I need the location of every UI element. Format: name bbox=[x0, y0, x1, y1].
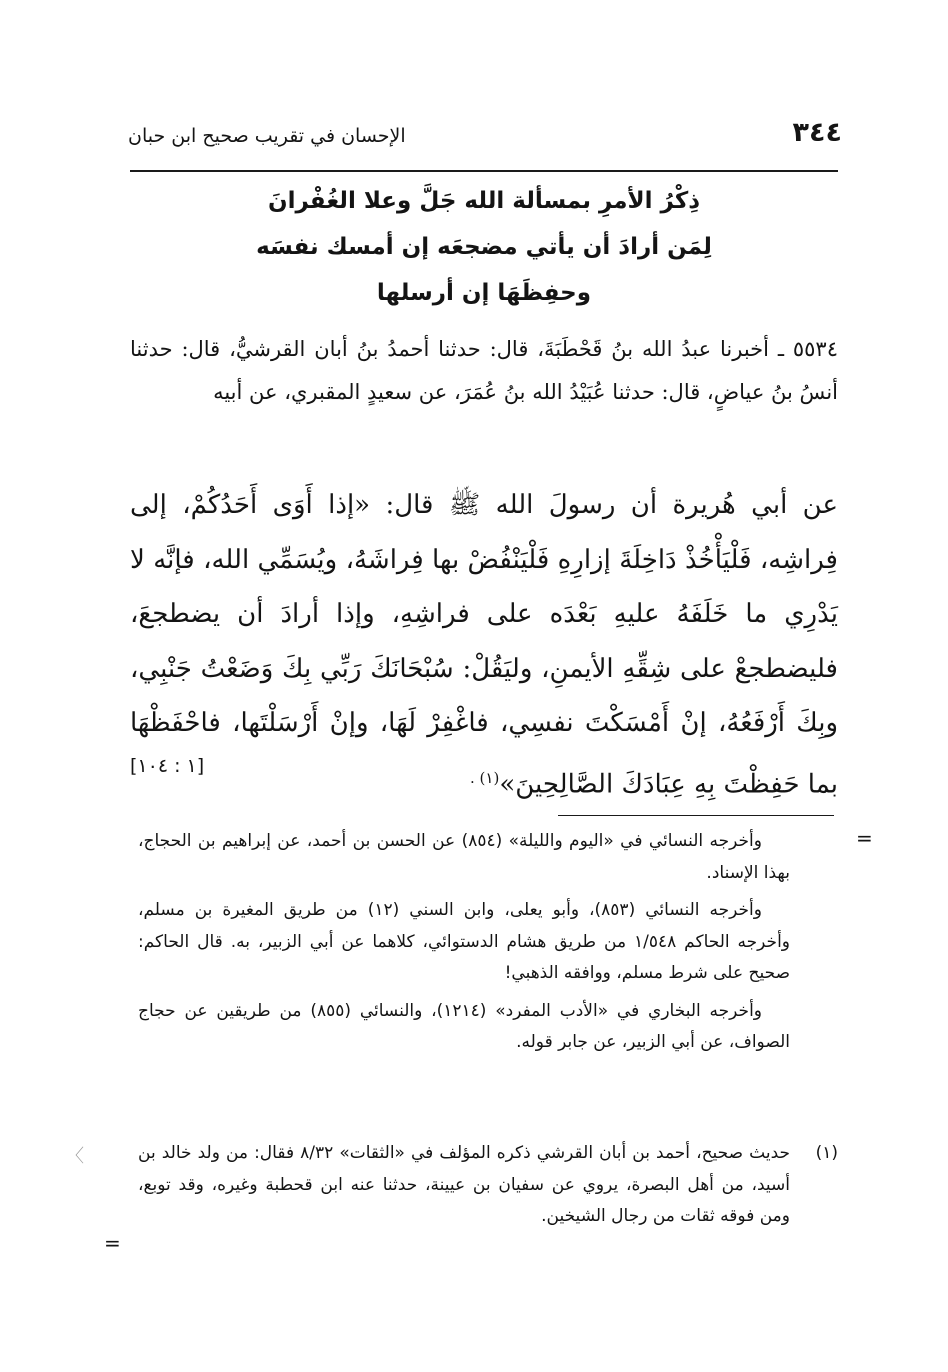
margin-bracket-mark: 〈 bbox=[66, 1146, 84, 1167]
footnote-reference: (١) . bbox=[470, 768, 500, 787]
hadith-reference: [١ : ١٠٤] bbox=[130, 755, 205, 777]
header-rule bbox=[130, 170, 838, 172]
chapter-title-line-1: ذِكْرُ الأمرِ بمسألة الله جَلَّ وعلا الغُفْرانَ bbox=[267, 188, 701, 214]
chapter-title-line-3: وحفِظَهَا إن أرسلها bbox=[376, 280, 592, 306]
footnote-paragraph: وأخرجه البخاري في «الأدب المفرد» (١٢١٤)، والنسائي (٨٥٥) من طريقين عن حجاج الصواف، عن أبي الزبير، عن جابر قوله. bbox=[138, 1000, 790, 1052]
running-title: الإحسان في تقريب صحيح ابن حبان bbox=[128, 125, 406, 147]
footnote-continues-mark: = bbox=[104, 1231, 121, 1255]
hadith-isnad: ٥٥٣٤ ـ أخبرنا عبدُ الله بنُ قَحْطَبَةَ، قال: حدثنا أحمدُ بنُ أبان القرشيُّ، قال: حدثنا أنسُ بنُ عياضٍ، قال: حدثنا عُبَيْدُ الله بنُ عُمَرَ، عن سعيدٍ المقبري، عن أبيه bbox=[130, 337, 838, 404]
footnote-text: حديث صحيح، أحمد بن أبان القرشي ذكره المؤلف في «الثقات» ٨/٣٢ فقال: من ولد خالد بن أسيد، من أهل البصرة، يروي عن سفيان بن عيينة، حدثنا عنه ابن قحطبة وغيره، وقد توبع، ومن فوقه ثقات من رجال الشيخين. bbox=[138, 1143, 790, 1226]
footnotes-continued bbox=[138, 826, 790, 1065]
hadith-matn bbox=[130, 478, 838, 812]
footnote-separator bbox=[558, 815, 834, 816]
footnote-1 bbox=[138, 1138, 838, 1233]
chapter-title bbox=[130, 178, 838, 316]
footnote-paragraph: وأخرجه النسائي في «اليوم والليلة» (٨٥٤) عن الحسن بن أحمد، عن إبراهيم بن الحجاج، بهذا الإسناد. bbox=[138, 831, 790, 883]
chapter-title-line-2: لِمَن أرادَ أن يأتي مضجعَه إن أمسك نفسَه bbox=[256, 234, 712, 260]
page-header bbox=[120, 115, 842, 165]
footnote-paragraph: وأخرجه النسائي (٨٥٣)، وأبو يعلى، وابن السني (١٢) من طريق المغيرة بن مسلم، وأخرجه الحاكم ١/٥٤٨ من طريق هشام الدستوائي، كلاهما عن أبي الزبير، به. قال الحاكم: صحيح على شرط مسلم، ووافقه الذهبي! bbox=[138, 900, 791, 983]
footnote-continuation-mark: = bbox=[856, 826, 873, 850]
page-number: ٣٤٤ bbox=[792, 117, 842, 148]
hadith-matn-text: عن أبي هُريرة أن رسولَ الله ﷺ قال: «إذا أَوَى أَحَدُكُمْ، إلى فِراشِه، فَلْيَأْخُذْ دَاخِلَةَ إزارِهِ فَلْيَنْفُضْ بها فِراشَهُ، ويُسَمِّي الله، فإنَّه لا يَدْرِي ما خَلَفَهُ عليهِ بَعْدَه على فراشِهِ، وإذا أرادَ أن يضطجعَ، فليضطجعْ على شِقِّهِ الأيمنِ، وليَقُلْ: سُبْحَانَكَ رَبِّي بِكَ وَضَعْتُ جَنْبِي، وبِكَ أَرْفَعُهُ، إنْ أَمْسَكْتَ نفسِي، فاغْفِرْ لَهَا، وإنْ أَرْسَلْتَها، فاحْفَظْهَا بما حَفِظْتَ بِهِ عِبَادَكَ الصَّالِحِينَ» bbox=[130, 490, 838, 800]
footnote-number: (١) bbox=[815, 1143, 838, 1163]
